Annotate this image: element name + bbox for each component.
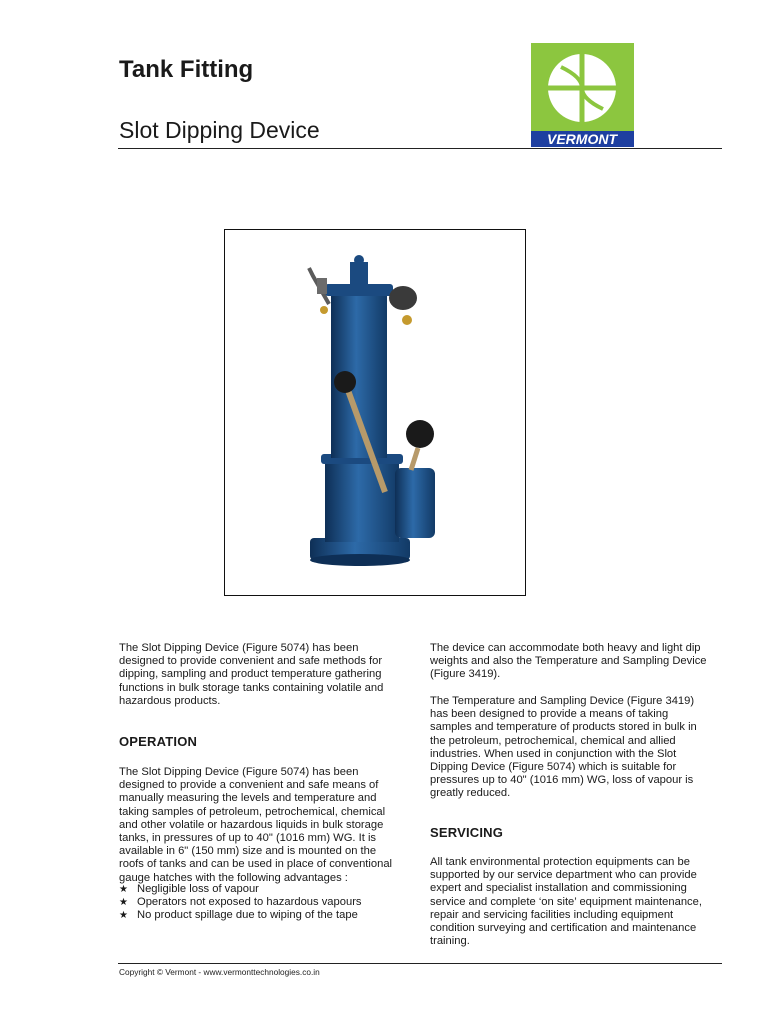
logo-brand-text: VERMONT <box>547 131 617 147</box>
operation-text: The Slot Dipping Device (Figure 5074) has been designed to provide a convenient and safe means of manually measuring the levels and temperature and taking samples of petroleum, petrochemical, chemical and other volatile or hazardous liquids in bulk storage tanks, in pressures of up to 40" (1016 mm) WG. It is available in 6" (150 mm) size and is mounted on the roofs of tanks and can be used in place of conventional gauge hatches with the following advantages : <box>119 766 393 884</box>
vermont-logo-graphic <box>531 43 634 147</box>
product-photo <box>224 229 526 596</box>
servicing-text: All tank environmental protection equipments can be supported by our service department who can provide expert and specialist installation and commissioning service and complete ‘on site’ equipment maintenance, repair and servicing facilities including equipment condition surveying and certification and maintenance training. <box>430 856 702 948</box>
bullet-star-icon: ★ <box>119 910 128 922</box>
temperature-sampling-paragraph <box>430 695 725 801</box>
intro-paragraph <box>119 642 409 708</box>
vermont-logo <box>531 43 634 147</box>
intro-text: The Slot Dipping Device (Figure 5074) has been designed to provide convenient and safe methods for dipping, sampling and product temperature gathering functions in bulk storage tanks containing volatile and hazardous products. <box>119 642 384 707</box>
list-item <box>119 883 409 896</box>
bullet-star-icon: ★ <box>119 884 128 895</box>
servicing-heading: SERVICING <box>430 825 504 840</box>
advantage-text: Operators not exposed to hazardous vapours <box>137 896 362 909</box>
servicing-paragraph <box>430 856 725 948</box>
page-subtitle: Slot Dipping Device <box>119 117 320 143</box>
advantage-text: No product spillage due to wiping of the tape <box>137 909 358 922</box>
list-item <box>119 896 409 909</box>
bullet-star-icon: ★ <box>119 897 128 909</box>
slot-dipping-device-illustration <box>225 230 525 595</box>
footer-divider <box>118 963 722 964</box>
list-item <box>119 909 409 922</box>
page-title: Tank Fitting <box>119 56 254 83</box>
dip-weights-text: The device can accommodate both heavy and light dip weights and also the Temperature and Sampling Device (Figure 3419). <box>430 642 707 681</box>
advantage-text: Negligible loss of vapour <box>137 883 259 895</box>
dip-weights-paragraph <box>430 642 725 682</box>
operation-heading: OPERATION <box>119 734 198 749</box>
header-divider <box>118 148 722 149</box>
advantages-list <box>119 883 409 923</box>
temperature-sampling-text: The Temperature and Sampling Device (Figure 3419) has been designed to provide a means of taking samples and temperature of products stored in bulk in the petroleum, petrochemical, chemical and allied industries. When used in conjunction with the Slot Dipping Device (Figure 5074) which is suitable for pressures up to 40" (1016 mm) WG, loss of vapour is greatly reduced. <box>430 695 697 800</box>
copyright-text: Copyright © Vermont - www.vermonttechnologies.co.in <box>119 967 320 977</box>
operation-paragraph <box>119 766 409 885</box>
